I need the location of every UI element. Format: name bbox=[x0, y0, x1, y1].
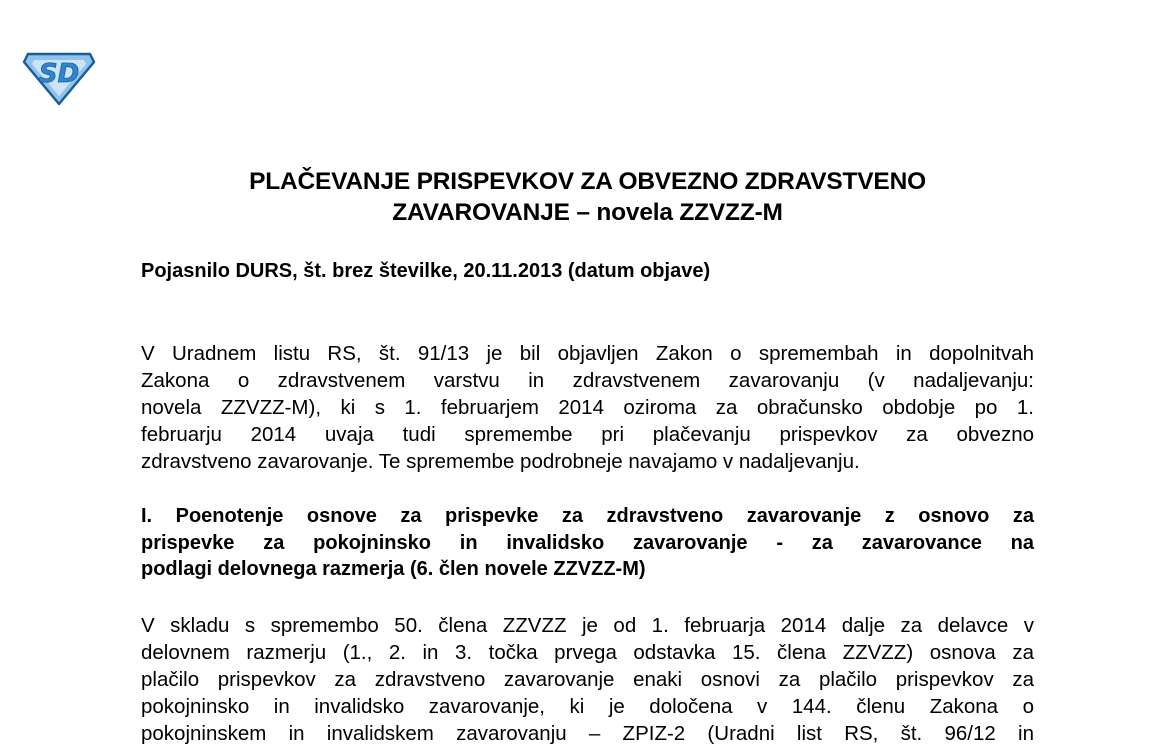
title-line-2: ZAVAROVANJE – novela ZZVZZ-M bbox=[392, 199, 783, 226]
title-line-1: PLAČEVANJE PRISPEVKOV ZA OBVEZNO ZDRAVSTVENO bbox=[249, 168, 926, 195]
heading-line: I. Poenotenje osnove za prispevke za zdravstveno zavarovanje z osnovo za bbox=[141, 505, 1034, 527]
paragraph-line: V Uradnem listu RS, št. 91/13 je bil objavljen Zakon o spremembah in dopolnitvah bbox=[141, 342, 1034, 365]
document-source-note: Pojasnilo DURS, št. brez številke, 20.11.2013 (datum objave) bbox=[141, 260, 711, 282]
section-heading bbox=[141, 503, 1034, 583]
paragraph-line: Zakona o zdravstvenem varstvu in zdravstvenem zavarovanju (v nadaljevanju: bbox=[141, 369, 1034, 392]
paragraph-line: pokojninskem in invalidskem zavarovanju – ZPIZ-2 (Uradni list RS, št. 96/12 in bbox=[141, 722, 1034, 745]
company-logo bbox=[22, 48, 96, 106]
document-title bbox=[120, 166, 1055, 228]
logo-monogram: SD bbox=[38, 59, 80, 89]
paragraph-line: zdravstveno zavarovanje. Te spremembe podrobneje navajamo v nadaljevanju. bbox=[141, 450, 860, 473]
section-body-paragraph bbox=[141, 612, 1034, 747]
heading-line: podlagi delovnega razmerja (6. člen novele ZZVZZ-M) bbox=[141, 558, 646, 580]
paragraph-line: novela ZZVZZ-M), ki s 1. februarjem 2014 oziroma za obračunsko obdobje po 1. bbox=[141, 396, 1034, 419]
paragraph-line: februarju 2014 uvaja tudi spremembe pri plačevanju prispevkov za obvezno bbox=[141, 423, 1034, 446]
paragraph-line: pokojninsko in invalidsko zavarovanje, ki je določena v 144. členu Zakona o bbox=[141, 695, 1034, 718]
paragraph-line: V skladu s spremembo 50. člena ZZVZZ je od 1. februarja 2014 dalje za delavce v bbox=[141, 614, 1034, 637]
heading-line: prispevke za pokojninsko in invalidsko zavarovanje - za zavarovance na bbox=[141, 531, 1034, 554]
paragraph-line: plačilo prispevkov za zdravstveno zavarovanje enaki osnovi za plačilo prispevkov za bbox=[141, 668, 1034, 691]
paragraph-line: delovnem razmerju (1., 2. in 3. točka prvega odstavka 15. člena ZZVZZ) osnova za bbox=[141, 641, 1034, 664]
intro-paragraph bbox=[141, 340, 1034, 475]
